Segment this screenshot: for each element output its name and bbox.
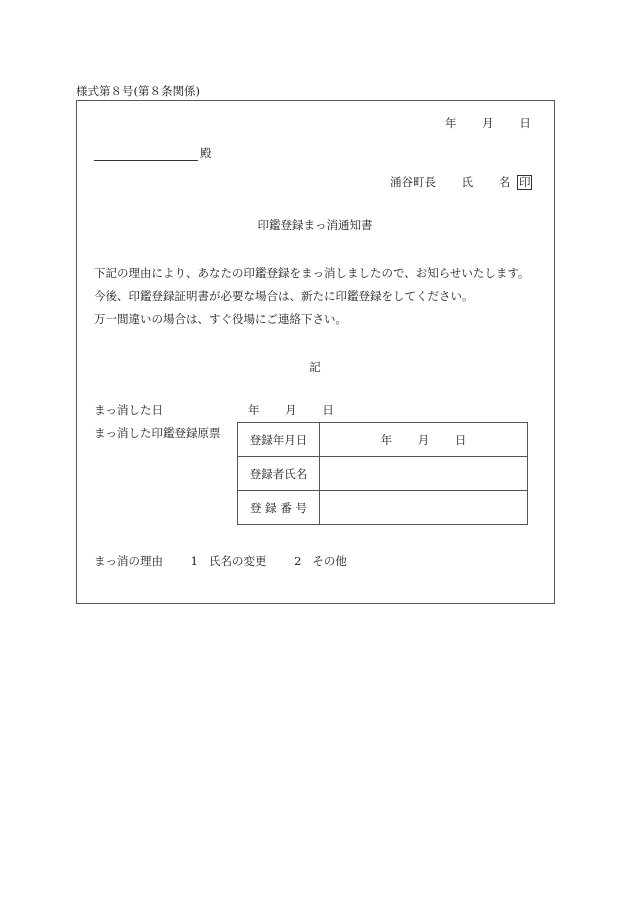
cancel-year-label: 年 <box>248 403 260 417</box>
issue-date <box>445 115 531 131</box>
addressee-name-line <box>94 146 198 161</box>
reason-option-2-number: 2 <box>294 554 302 568</box>
registrant-name-value <box>320 457 528 491</box>
registrant-name-label: 登録者氏名 <box>238 457 320 491</box>
name-label-1: 氏 <box>461 175 474 189</box>
body-paragraph-2: 今後、印鑑登録証明書が必要な場合は、新たに印鑑登録をしてください。 <box>94 289 474 303</box>
body-paragraph-1: 下記の理由により、あなたの印鑑登録をまっ消しましたので、お知らせいたします。 <box>94 266 530 280</box>
cancel-date-value <box>248 402 334 418</box>
table-row <box>238 457 528 491</box>
reason-option-2: その他 <box>312 554 347 568</box>
cancel-date-label: まっ消した日 <box>94 403 163 417</box>
original-record-label: まっ消した印鑑登録原票 <box>94 426 221 440</box>
reg-month-label: 月 <box>417 432 430 447</box>
reg-number-value <box>320 491 528 525</box>
year-label: 年 <box>445 116 457 130</box>
reason-option-1: 氏名の変更 <box>208 554 267 568</box>
ki-heading: 記 <box>309 360 321 374</box>
reg-date-label: 登録年月日 <box>238 423 320 457</box>
month-label: 月 <box>482 116 494 130</box>
reg-date-value <box>320 423 528 457</box>
cancel-day-label: 日 <box>322 403 334 417</box>
cancel-reason <box>94 553 347 569</box>
addressee <box>94 145 212 161</box>
reg-year-label: 年 <box>380 432 393 447</box>
reason-option-1-number: 1 <box>190 554 198 568</box>
cancel-month-label: 月 <box>285 403 297 417</box>
document-title: 印鑑登録まっ消通知書 <box>257 218 373 232</box>
record-table <box>237 422 528 525</box>
name-label-2: 名 <box>498 175 511 189</box>
reg-number-label: 登 録 番 号 <box>238 491 320 525</box>
form-number-label: 様式第８号(第８条関係) <box>76 84 200 98</box>
reason-label: まっ消の理由 <box>94 554 163 568</box>
sender-org: 涌谷町長 <box>390 175 436 189</box>
body-paragraph-3: 万一間違いの場合は、すぐ役場にご連絡下さい。 <box>94 312 347 326</box>
sender <box>390 174 532 190</box>
day-label: 日 <box>519 116 531 130</box>
table-row <box>238 423 528 457</box>
addressee-suffix: 殿 <box>200 146 212 160</box>
seal-mark: 印 <box>518 175 531 189</box>
reg-day-label: 日 <box>454 432 467 447</box>
table-row <box>238 491 528 525</box>
